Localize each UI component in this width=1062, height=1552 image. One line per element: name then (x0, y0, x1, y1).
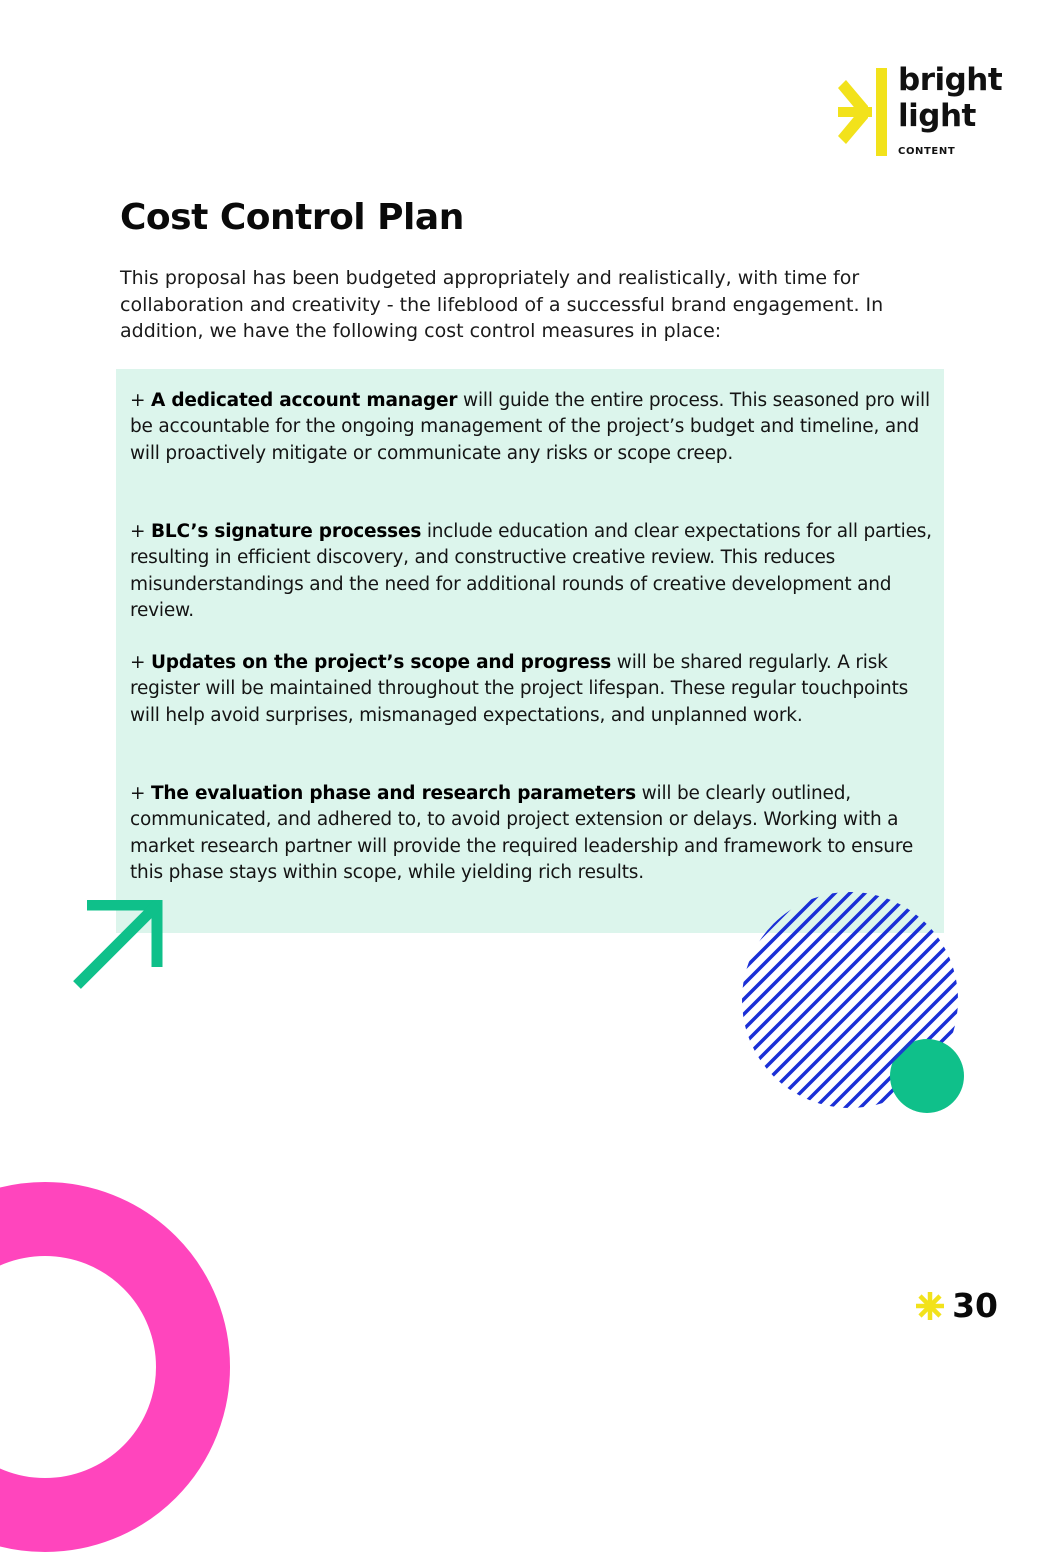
measure-prefix: + (130, 783, 151, 804)
measure-prefix: + (130, 521, 151, 542)
bright-light-logo-mark (838, 66, 890, 158)
logo-word-bright: bright (898, 62, 1003, 98)
measure-text: will be shared regularly. A risk register will be maintained throughout the project lifespan. These regular touchpoints will help avoid surprises, mismanaged expectations, and unplanned work. (130, 652, 909, 726)
measure-heading: A dedicated account manager (150, 390, 458, 411)
page-number-block (914, 1286, 998, 1326)
measure-heading: BLC’s signature processes (150, 521, 422, 542)
measure-text: will guide the entire process. This seasoned pro will be accountable for the ongoing management of the project’s budget and timeline, and will proactively mitigate or communicate any risks or scope creep. (130, 390, 930, 464)
logo-word-light: light (898, 98, 976, 134)
pink-arc-decoration (0, 1182, 230, 1552)
measure-account-manager (130, 388, 936, 467)
measure-updates (130, 650, 936, 729)
measure-heading: Updates on the project’s scope and progress (150, 652, 612, 673)
measure-prefix: + (130, 652, 151, 673)
measure-text: will be clearly outlined, communicated, and adhered to, to avoid project extension or delays. Working with a market research partner will provide the required leadership and framework to ensure this phase stays within scope, while yielding rich results. (130, 783, 914, 883)
measure-prefix: + (130, 390, 151, 411)
measure-text: include education and clear expectations for all parties, resulting in efficient discovery, and constructive creative review. This reduces misunderstandings and the need for additional rounds of creative development and review. (130, 521, 932, 621)
arrow-up-right-icon (70, 900, 165, 992)
striped-circle-decoration (740, 888, 970, 1118)
intro-paragraph: This proposal has been budgeted appropriately and realistically, with time for collaboration and creativity - the lifeblood of a successful brand engagement. In addition, we have the following cost control measures in place: (120, 267, 884, 342)
measure-evaluation-phase (130, 781, 936, 886)
measure-heading: The evaluation phase and research parameters (150, 783, 636, 804)
page-number: 30 (952, 1286, 998, 1325)
logo-word-content: CONTENT (898, 146, 956, 157)
asterisk-star-icon (914, 1290, 946, 1322)
brand-logo (838, 62, 1008, 161)
measure-signature-processes (130, 519, 936, 624)
page-title: Cost Control Plan (120, 197, 464, 238)
